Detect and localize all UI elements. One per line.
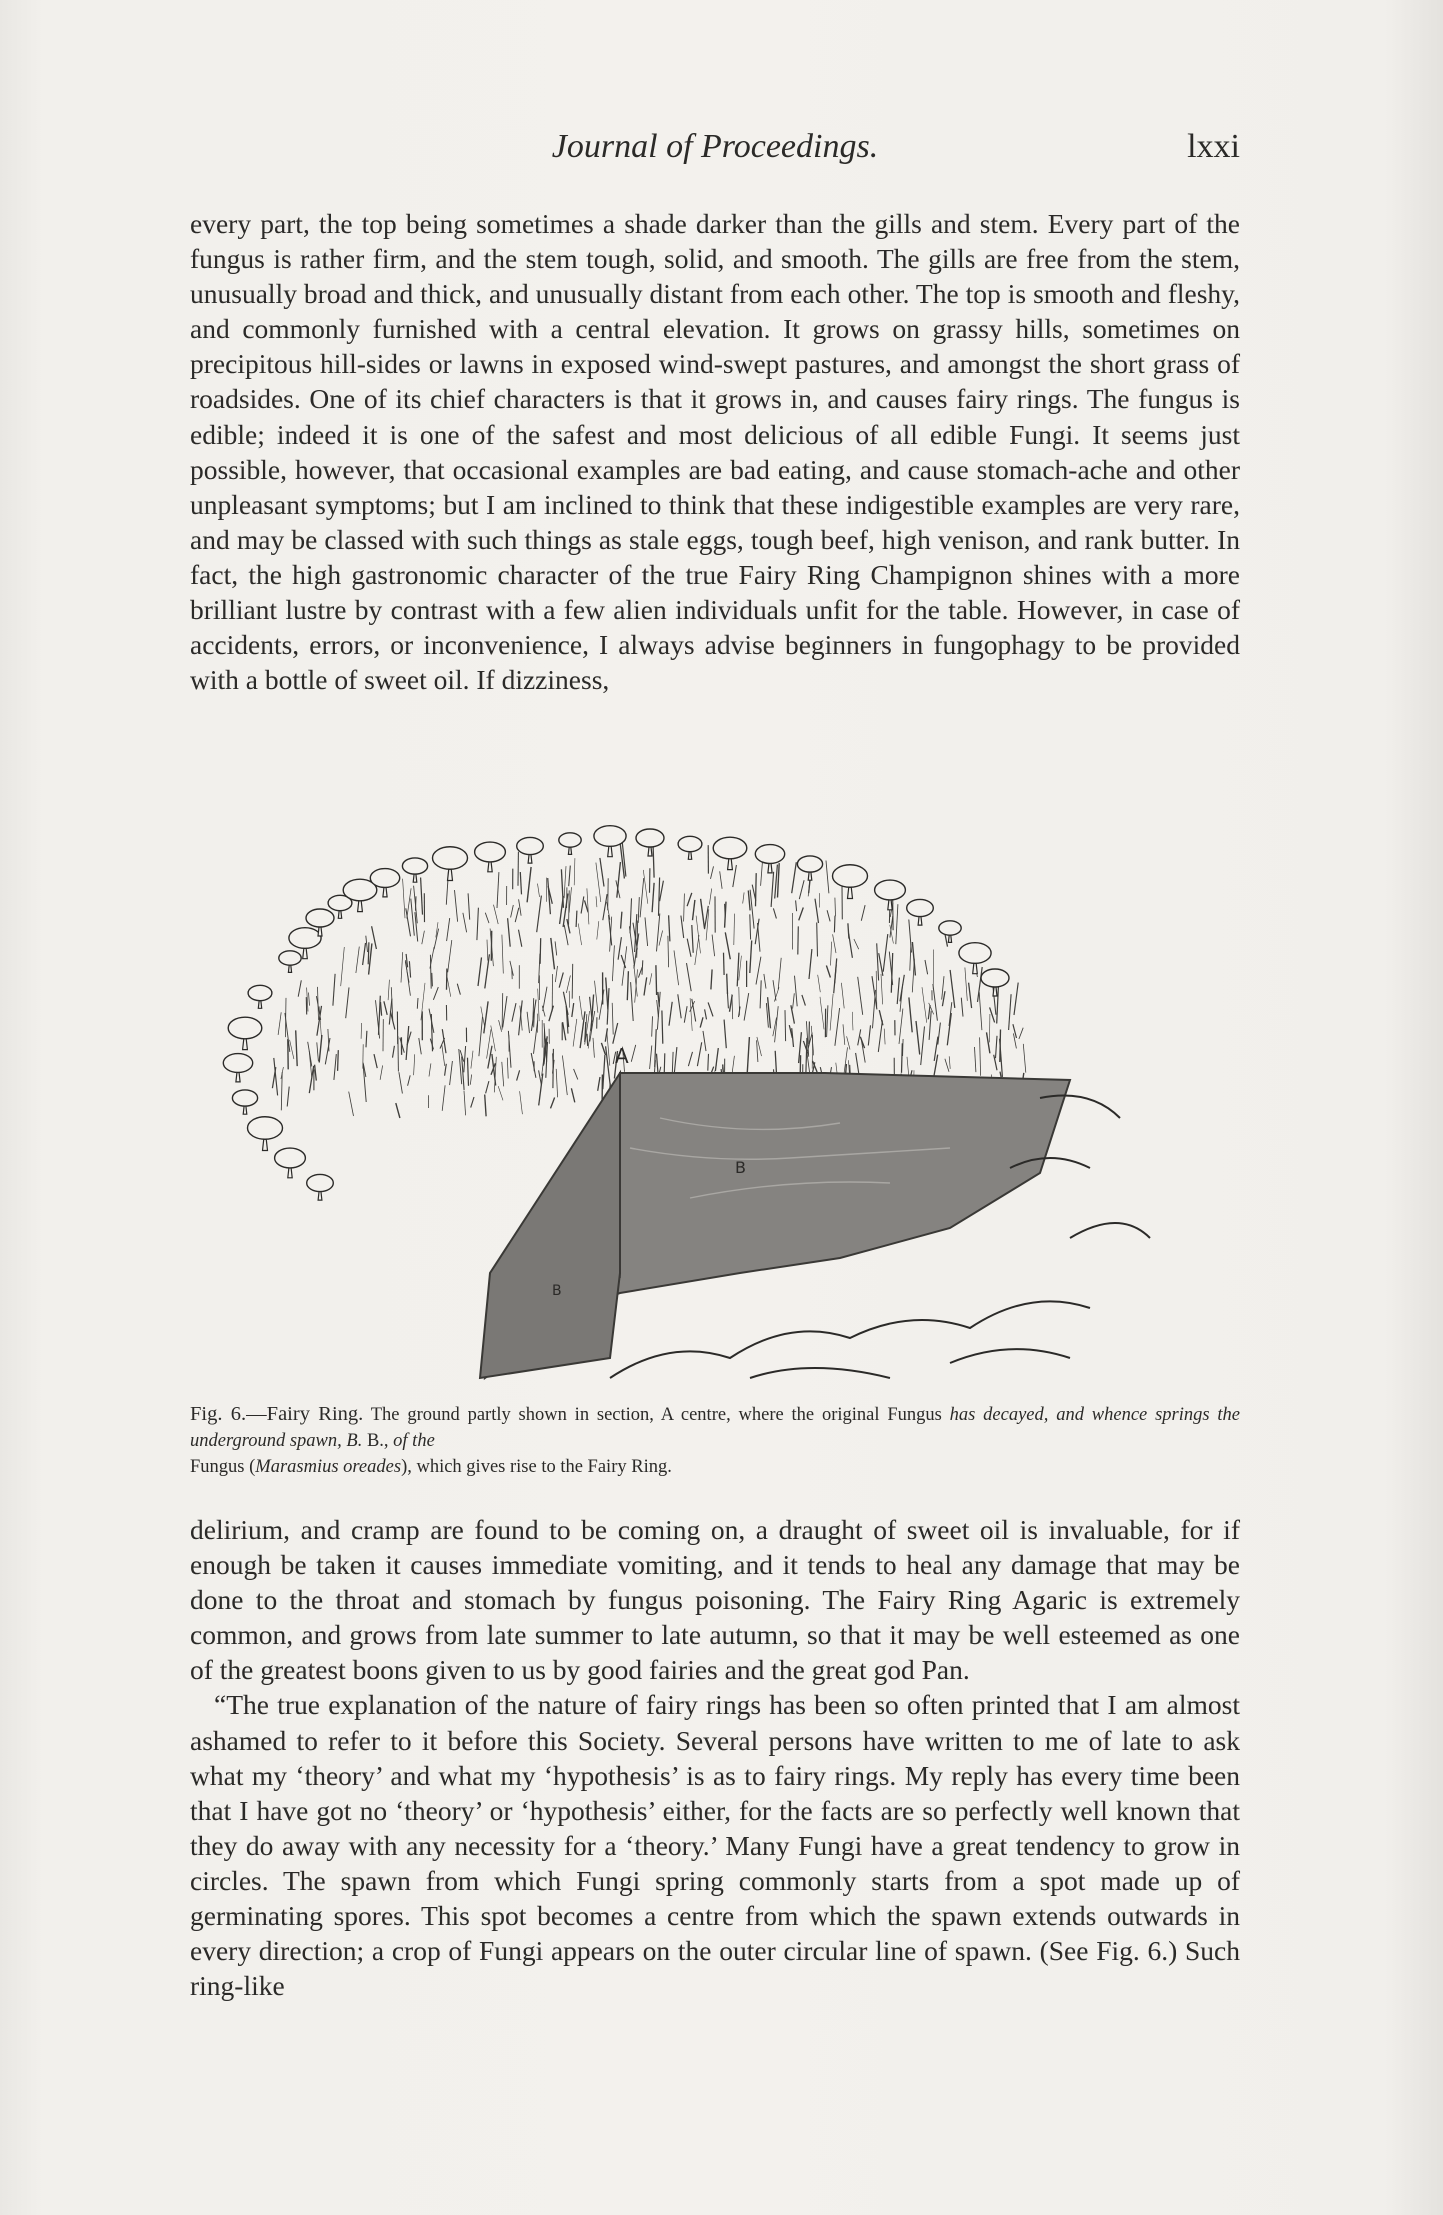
body-text-top <box>190 206 1240 697</box>
figure-fairy-ring <box>190 818 1240 1393</box>
paragraph: delirium, and cramp are found to be coming on, a draught of sweet oil is invaluable, for if enough be taken it causes immediate vomiting, and it tends to heal any damage that may be done to the throat and stomach by fungus poisoning. The Fairy Ring Agaric is extremely common, and grows from late summer to late autumn, so that it may be well esteemed as one of the greatest boons given to us by good fairies and the great god Pan. <box>190 1514 1240 1686</box>
caption-text: Fungus ( <box>190 1457 256 1477</box>
caption-species: Marasmius oreades <box>255 1457 402 1477</box>
caption-text-italic: of the <box>388 1431 435 1451</box>
caption-text-italic: has decayed, and whence springs the underground spawn, B. <box>190 1405 1240 1451</box>
paragraph: every part, the top being sometimes a shade darker than the gills and stem. Every part of the fungus is rather firm, and the stem tough, solid, and smooth. The gills are free from the stem, unusually broad and thick, and unusually distant from each other. The top is smooth and fleshy, and commonly furnished with a central elevation. It grows on grassy hills, sometimes on precipitous hill-sides or lawns in exposed wind-swept pastures, and amongst the short grass of roadsides. One of its chief characters is that it grows in, and causes fairy rings. The fungus is edible; indeed it is one of the safest and most delicious of all edible Fungi. It seems just possible, however, that occasional examples are bad eating, and cause stomach-ache and other unpleasant symptoms; but I am inclined to think that these indigestible examples are very rare, and may be classed with such things as stale eggs, tough beef, high venison, and rank butter. In fact, the high gastronomic character of the true Fairy Ring Champignon shines with a more brilliant lustre by contrast with a few alien individuals unfit for the table. However, in case of accidents, errors, or inconvenience, I always advise beginners in fungophagy to be provided with a bottle of sweet oil. If dizziness, <box>190 208 1240 696</box>
caption-text: B., <box>366 1431 389 1451</box>
caption-text: Fungus <box>887 1405 942 1425</box>
figure-caption <box>190 1402 1240 1480</box>
body-text-bottom <box>190 1512 1240 2003</box>
label-b-left: B <box>552 1283 562 1299</box>
soil-section <box>480 1073 1070 1378</box>
page-header <box>190 128 1240 172</box>
caption-figure-label: Fig. 6.—Fairy Ring. <box>190 1403 364 1425</box>
caption-text: ), which gives rise to the Fairy Ring. <box>401 1457 672 1477</box>
page-number: lxxi <box>1187 128 1240 165</box>
running-head: Journal of Proceedings. <box>551 128 879 165</box>
label-b-right: B <box>735 1158 746 1177</box>
paragraph: “The true explanation of the nature of fairy rings has been so often printed that I am almost ashamed to refer to it before this Society. Several persons have written to me of late to ask what my ‘theory’ and what my ‘hypothesis’ is as to fairy rings. My reply has every time been that I have got no ‘theory’ or ‘hypothesis’ either, for the facts are so perfectly well known that they do away with any necessity for a ‘theory.’ Many Fungi have a great tendency to grow in circles. The spawn from which Fungi spring commonly starts from a spot made up of germinating spores. This spot becomes a centre from which the spawn extends outwards in every direction; a crop of Fungi appears on the outer circular line of spawn. (See Fig. 6.) Such ring-like <box>190 1689 1240 2002</box>
label-a: A <box>615 1044 629 1068</box>
caption-text: The ground partly shown in section, A centre, where the original <box>363 1405 888 1425</box>
fairy-ring-illustration <box>190 818 1240 1393</box>
